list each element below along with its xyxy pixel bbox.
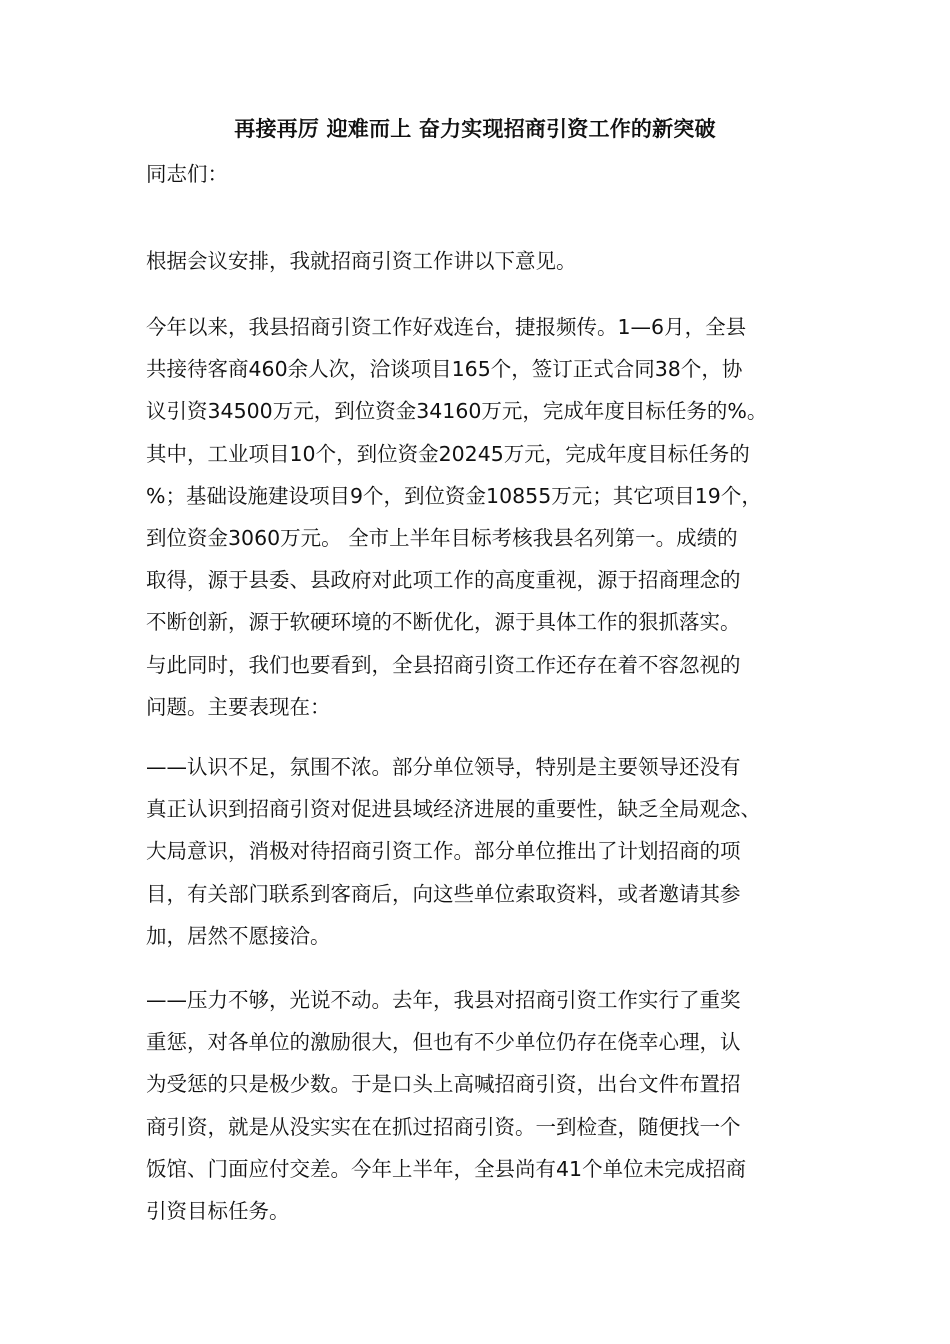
paragraph-line: 不断创新，源于软硬环境的不断优化，源于具体工作的狠抓落实。 xyxy=(146,610,741,635)
paragraph-line: 引资目标任务。 xyxy=(146,1199,290,1224)
paragraph-2 xyxy=(146,306,811,728)
paragraph-line: 议引资34500万元，到位资金34160万元，完成年度目标任务的%。 xyxy=(146,399,768,424)
paragraph-line: 目，有关部门联系到客商后，向这些单位索取资料，或者邀请其参 xyxy=(146,881,741,906)
paragraph-line: 为受惩的只是极少数。于是口头上高喊招商引资，出台文件布置招 xyxy=(146,1072,741,1097)
paragraph-line: 商引资，就是从没实实在在抓过招商引资。一到检查，随便找一个 xyxy=(146,1114,741,1139)
paragraph-line: ——压力不够，光说不动。去年，我县对招商引资工作实行了重奖 xyxy=(146,988,741,1012)
paragraph-3 xyxy=(146,746,811,957)
paragraph-line: 问题。主要表现在： xyxy=(146,694,331,719)
paragraph-line: 到位资金3060万元。 全市上半年目标考核我县名列第一。成绩的 xyxy=(146,526,738,551)
paragraph-line: 共接待客商460余人次，洽谈项目165个，签订正式合同38个，协 xyxy=(146,357,743,382)
salutation-text: 同志们： xyxy=(146,162,228,186)
paragraph-line: 大局意识，消极对待招商引资工作。部分单位推出了计划招商的项 xyxy=(146,839,741,864)
paragraph-line: 根据会议安排，我就招商引资工作讲以下意见。 xyxy=(146,249,577,273)
document-title: 再接再厉 迎难而上 奋力实现招商引资工作的新突破 xyxy=(234,117,716,141)
paragraph-line: 其中，工业项目10个，到位资金20245万元，完成年度目标任务的 xyxy=(146,441,750,466)
paragraph-line: 取得，源于县委、县政府对此项工作的高度重视，源于招商理念的 xyxy=(146,568,741,593)
paragraph-line: 与此同时，我们也要看到，全县招商引资工作还存在着不容忽视的 xyxy=(146,652,741,677)
paragraph-line: 饭馆、门面应付交差。今年上半年，全县尚有41个单位未完成招商 xyxy=(146,1156,747,1181)
paragraph-line: 真正认识到招商引资对促进县域经济进展的重要性，缺乏全局观念、 xyxy=(146,797,761,822)
paragraph-line: 加，居然不愿接洽。 xyxy=(146,923,331,948)
paragraph-4 xyxy=(146,979,811,1232)
paragraph-line: %；基础设施建设项目9个，到位资金10855万元；其它项目19个， xyxy=(146,483,762,508)
salutation xyxy=(146,153,811,195)
paragraph-line: ——认识不足，氛围不浓。部分单位领导，特别是主要领导还没有 xyxy=(146,755,741,779)
paragraph-line: 重惩，对各单位的激励很大，但也有不少单位仍存在侥幸心理，认 xyxy=(146,1030,741,1055)
paragraph-line: 今年以来，我县招商引资工作好戏连台，捷报频传。1—6月，全县 xyxy=(146,315,747,339)
paragraph-1 xyxy=(146,240,811,282)
